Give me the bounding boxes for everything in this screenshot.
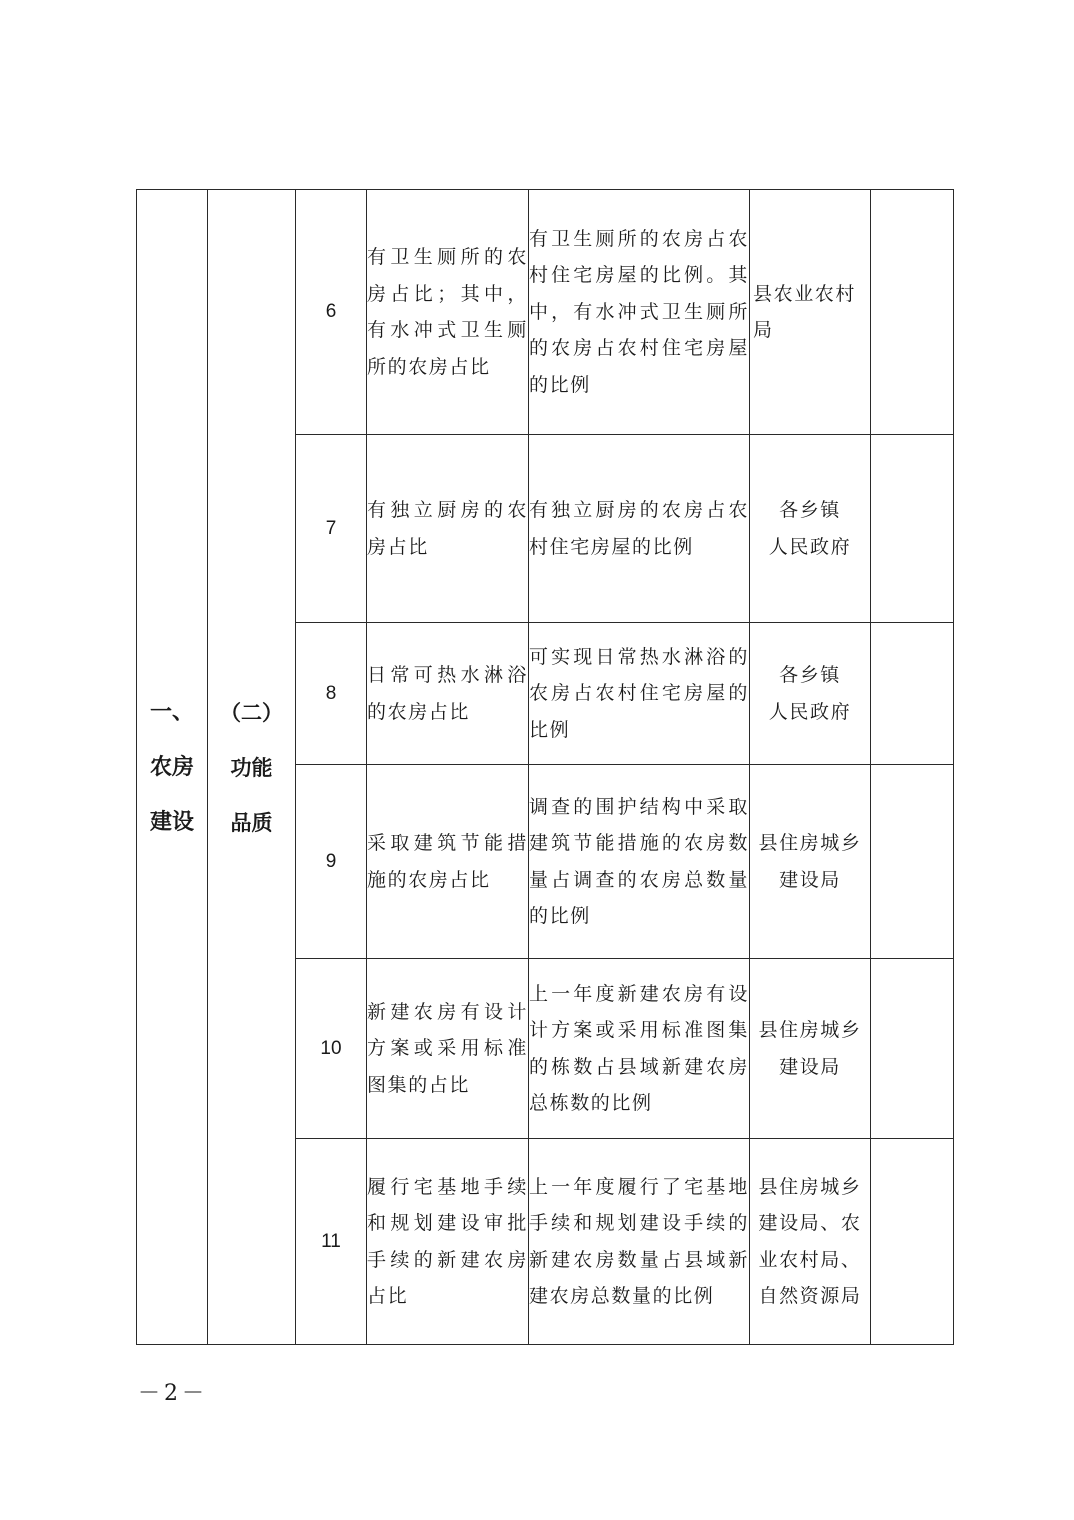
table-row xyxy=(137,190,954,435)
indicator-name: 有卫生厕所的农房占比；其中，有水冲式卫生厕所的农房占比 xyxy=(367,190,529,435)
dept-line: 建设局、农 xyxy=(758,1212,862,1234)
category-line: 建设 xyxy=(149,808,194,835)
row-number: 6 xyxy=(296,190,367,435)
indicator-definition: 上一年度履行了宅基地手续和规划建设手续的新建农房数量占县域新建农房总数量的比例 xyxy=(529,1139,750,1345)
responsible-dept xyxy=(750,765,871,959)
indicator-name: 采取建筑节能措施的农房占比 xyxy=(367,765,529,959)
dept-line: 县住房城乡 xyxy=(758,1175,862,1198)
category-line: 一、 xyxy=(149,698,194,725)
dept-line: 业农村局、 xyxy=(758,1248,862,1271)
dept-line: 县住房城乡 xyxy=(758,832,862,854)
empty-cell xyxy=(871,1139,954,1345)
indicator-name: 有独立厨房的农房占比 xyxy=(367,435,529,623)
dept-line: 县农业农村局 xyxy=(753,282,857,341)
subcategory-cell xyxy=(208,190,296,1345)
indicator-name: 履行宅基地手续和规划建设审批手续的新建农房占比 xyxy=(367,1139,529,1345)
dept-line: 人民政府 xyxy=(768,535,852,558)
responsible-dept xyxy=(750,435,871,623)
dept-line: 县住房城乡 xyxy=(758,1019,862,1041)
indicator-definition: 调查的围护结构中采取建筑节能措施的农房数量占调查的农房总数量的比例 xyxy=(529,765,750,959)
subcategory-line: 品质 xyxy=(230,809,273,835)
indicator-definition: 有独立厨房的农房占农村住宅房屋的比例 xyxy=(529,435,750,623)
row-number: 10 xyxy=(296,959,367,1139)
responsible-dept xyxy=(750,190,871,435)
indicator-name: 日常可热水淋浴的农房占比 xyxy=(367,623,529,765)
row-number: 7 xyxy=(296,435,367,623)
category-cell xyxy=(137,190,208,1345)
empty-cell xyxy=(871,765,954,959)
dept-line: 自然资源局 xyxy=(758,1285,862,1307)
dept-line: 各乡镇 xyxy=(779,664,841,686)
subcategory-line: （二） xyxy=(220,699,283,725)
responsible-dept xyxy=(750,623,871,765)
dept-line: 建设局 xyxy=(779,868,841,891)
indicator-name: 新建农房有设计方案或采用标准图集的占比 xyxy=(367,959,529,1139)
indicator-definition: 有卫生厕所的农房占农村住宅房屋的比例。其中，有水冲式卫生厕所的农房占农村住宅房屋的比例 xyxy=(529,190,750,435)
row-number: 11 xyxy=(296,1139,367,1345)
page-number: －2－ xyxy=(138,1381,208,1406)
indicator-table xyxy=(136,189,954,1345)
responsible-dept xyxy=(750,1139,871,1345)
indicator-definition: 可实现日常热水淋浴的农房占农村住宅房屋的比例 xyxy=(529,623,750,765)
row-number: 9 xyxy=(296,765,367,959)
dept-line: 人民政府 xyxy=(768,700,852,723)
empty-cell xyxy=(871,190,954,435)
empty-cell xyxy=(871,959,954,1139)
indicator-definition: 上一年度新建农房有设计方案或采用标准图集的栋数占县域新建农房总栋数的比例 xyxy=(529,959,750,1139)
dept-line: 各乡镇 xyxy=(779,499,841,521)
subcategory-line: 功能 xyxy=(230,754,273,780)
responsible-dept xyxy=(750,959,871,1139)
empty-cell xyxy=(871,435,954,623)
category-line: 农房 xyxy=(149,753,194,780)
row-number: 8 xyxy=(296,623,367,765)
empty-cell xyxy=(871,623,954,765)
dept-line: 建设局 xyxy=(779,1055,841,1078)
